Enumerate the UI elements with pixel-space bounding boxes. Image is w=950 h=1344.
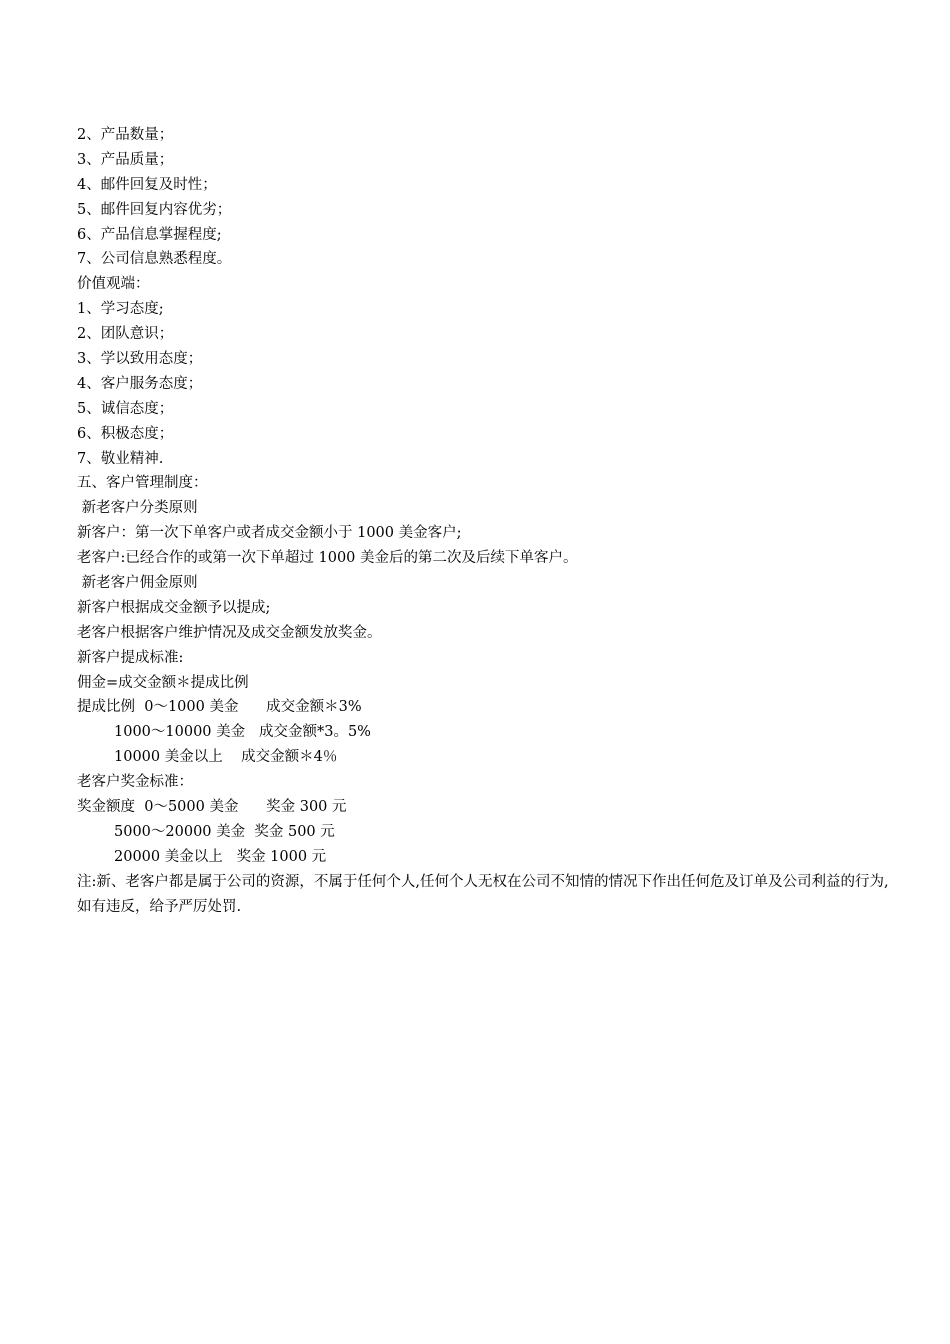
text-line: 新客户提成标准: [77,649,184,666]
text-line: 2、产品数量； [77,127,174,143]
text-line: 5、诚信态度； [77,400,174,417]
text-line: 6、积极态度； [77,425,174,442]
text-line: 新客户根据成交金额予以提成; [77,599,271,616]
text-line: 4、客户服务态度； [77,375,203,392]
text-line: 7、敬业精神. [77,450,164,467]
section-heading: 五、客户管理制度： [77,475,208,492]
bonus-row: 5000～20000 美金 奖金 500 元 [114,823,335,840]
text-line: 老客户:已经合作的或第一次下单超过 1000 美金后的第二次及后续下单客户。 [77,550,578,567]
text-line: 老客户奖金标准： [77,774,193,791]
formula-line: 佣金=成交金额＊提成比例 [77,674,249,691]
rate-row: 10000 美金以上 成交金额＊4％ [114,749,338,766]
note-paragraph: 注:新、老客户都是属于公司的资源，不属于任何个人,任何个人无权在公司不知情的情况下作出任何危及订单及公司利益的行为,如有违反，给予严厉处罚. [77,873,889,915]
text-line: 2、团队意识； [77,326,174,343]
bonus-row: 20000 美金以上 奖金 1000 元 [114,848,327,865]
text-line: 1、学习态度; [77,301,164,318]
text-line: 5、邮件回复内容优劣； [77,201,232,218]
subsection-heading: 新老客户佣金原则 [77,575,198,592]
document-body [77,123,899,920]
text-line: 新客户：第一次下单客户或者成交金额小于 1000 美金客户; [77,525,462,542]
text-line: 7、公司信息熟悉程度。 [77,251,232,268]
text-line: 6、产品信息掌握程度; [77,226,222,243]
rate-row: 提成比例 0～1000 美金 成交金额＊3% [77,699,362,716]
text-line: 4、邮件回复及时性； [77,176,217,193]
rate-row: 1000～10000 美金 成交金额*3。5% [114,724,371,741]
text-line: 3、产品质量； [77,151,174,168]
bonus-row: 奖金额度 0～5000 美金 奖金 300 元 [77,799,347,816]
section-heading: 价值观端： [77,276,150,293]
subsection-heading: 新老客户分类原则 [77,500,198,517]
text-line: 老客户根据客户维护情况及成交金额发放奖金。 [77,624,382,641]
text-line: 3、学以致用态度； [77,351,203,368]
